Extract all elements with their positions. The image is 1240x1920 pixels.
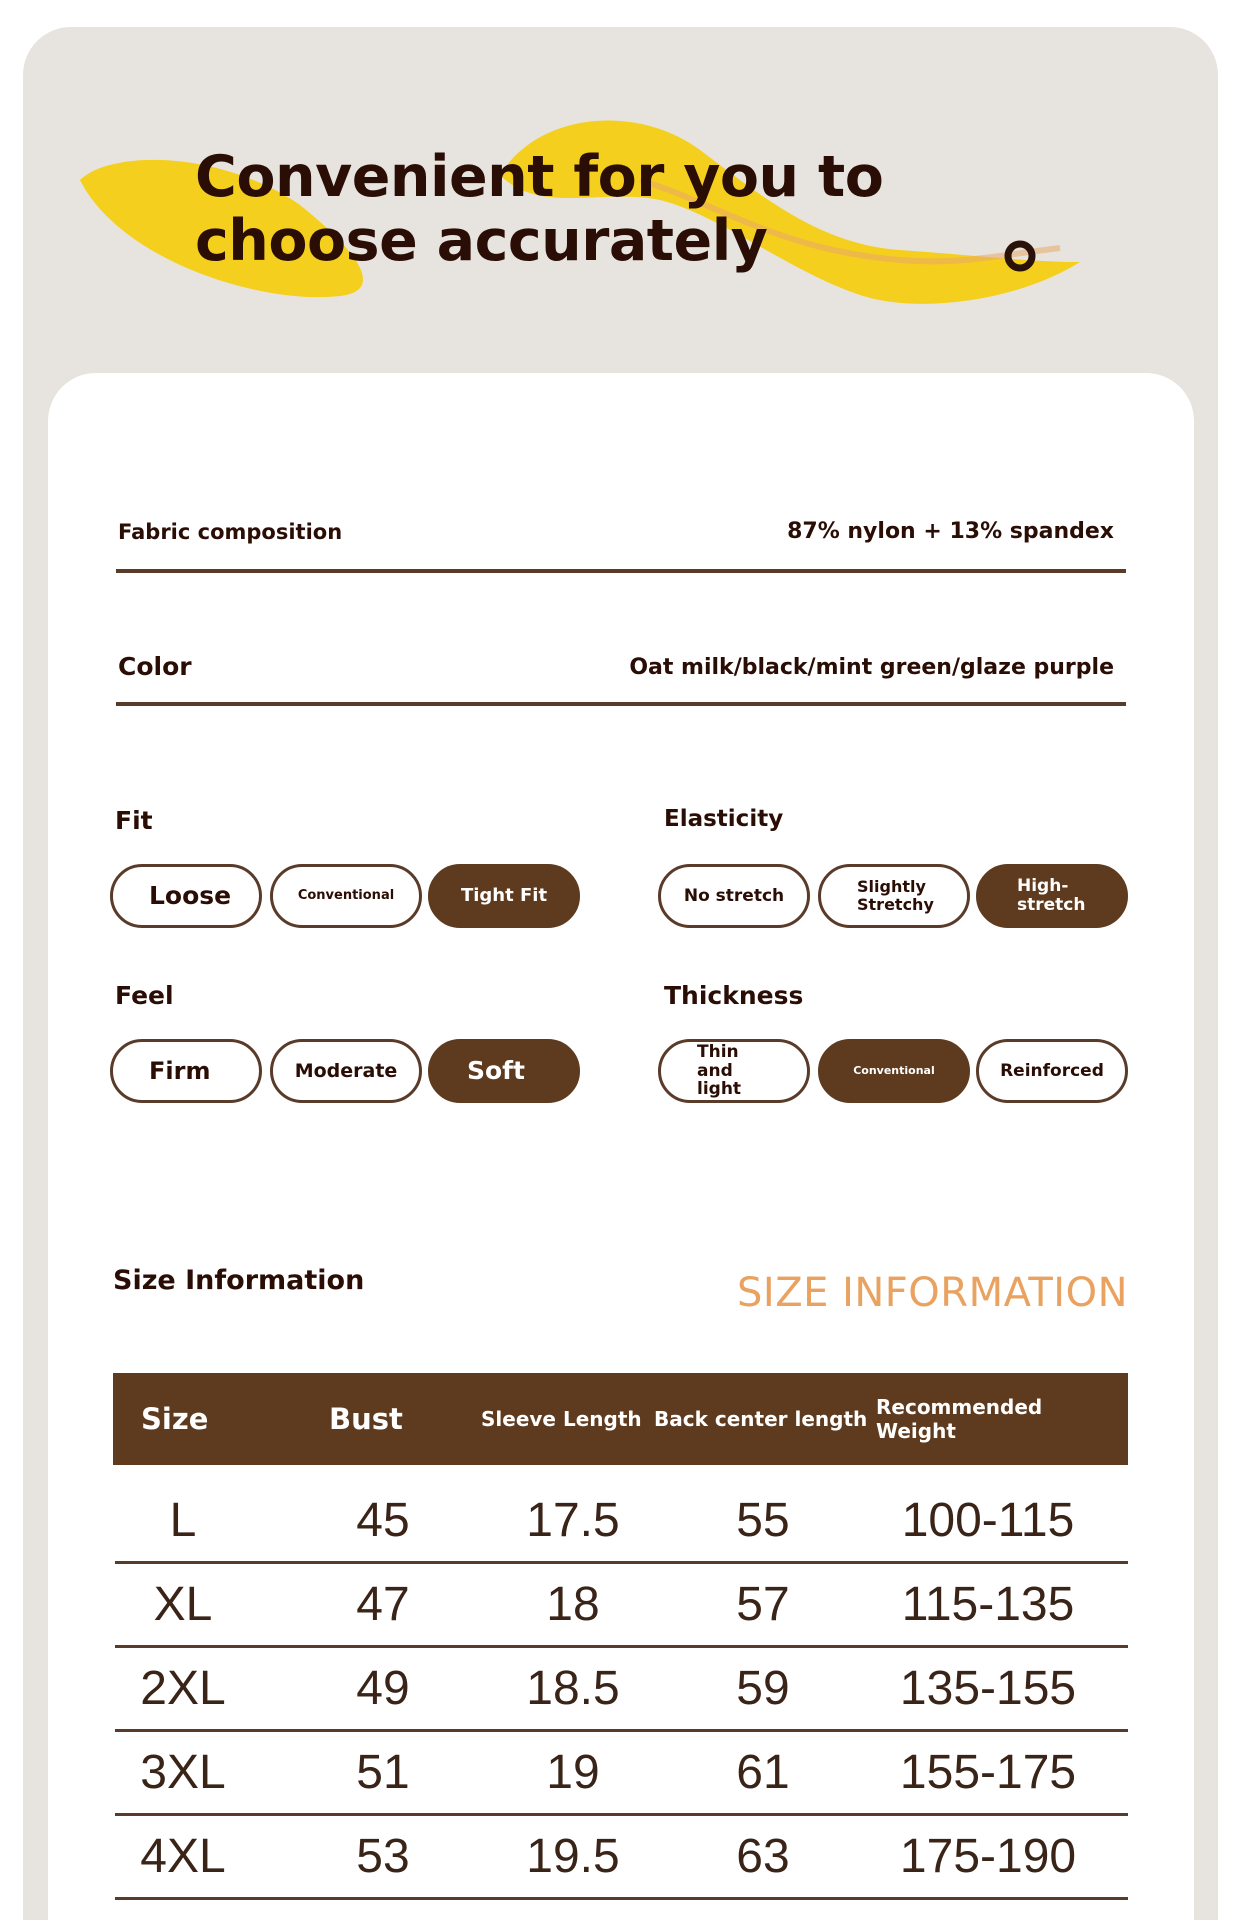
fit-option-loose[interactable]: Loose: [110, 864, 262, 928]
cell-back: 61: [736, 1745, 790, 1799]
feel-option-soft[interactable]: Soft: [428, 1039, 580, 1103]
thickness-option-thin-and-light[interactable]: Thin and light: [658, 1039, 810, 1103]
header-bust: Bust: [329, 1402, 403, 1436]
cell-bust: 47: [356, 1577, 410, 1631]
elasticity-title: Elasticity: [664, 806, 784, 832]
cell-weight: 100-115: [901, 1493, 1075, 1547]
elasticity-option-high-stretch[interactable]: High-stretch: [976, 864, 1128, 928]
size-table-header: [113, 1373, 1128, 1465]
table-row: [113, 1480, 1128, 1564]
cell-back: 59: [736, 1661, 790, 1715]
table-row: [113, 1816, 1128, 1900]
cell-sleeve: 17.5: [526, 1493, 620, 1547]
fabric-divider: [116, 569, 1126, 573]
color-divider: [116, 702, 1126, 706]
cell-size: XL: [153, 1577, 213, 1631]
header-recommended-weight: Recommended Weight: [876, 1395, 1043, 1443]
cell-bust: 45: [356, 1493, 410, 1547]
cell-size: 2XL: [140, 1661, 226, 1715]
cell-weight: 115-135: [901, 1577, 1075, 1631]
fit-option-conventional[interactable]: Conventional: [270, 864, 422, 928]
table-row: [113, 1648, 1128, 1732]
cell-bust: 53: [356, 1829, 410, 1883]
feel-option-firm[interactable]: Firm: [110, 1039, 262, 1103]
cell-weight: 135-155: [899, 1661, 1077, 1715]
elasticity-option-slightly-stretchy[interactable]: Slightly Stretchy: [818, 864, 970, 928]
color-value: Oat milk/black/mint green/glaze purple: [629, 655, 1114, 680]
thickness-option-conventional[interactable]: Conventional: [818, 1039, 970, 1103]
cell-back: 63: [736, 1829, 790, 1883]
size-info-title: Size Information: [113, 1265, 365, 1296]
page-headline: Convenient for you to choose accurately: [195, 144, 884, 274]
thickness-title: Thickness: [664, 981, 804, 1010]
cell-weight: 155-175: [899, 1745, 1077, 1799]
table-row: [113, 1564, 1128, 1648]
fit-option-tight-fit[interactable]: Tight Fit: [428, 864, 580, 928]
elasticity-option-no-stretch[interactable]: No stretch: [658, 864, 810, 928]
cell-size: 4XL: [140, 1829, 226, 1883]
cell-sleeve: 19.5: [526, 1829, 620, 1883]
cell-sleeve: 18.5: [526, 1661, 620, 1715]
feel-title: Feel: [115, 981, 174, 1010]
cell-weight: 175-190: [899, 1829, 1077, 1883]
size-info-title-en: SIZE INFORMATION: [737, 1270, 1128, 1316]
color-label: Color: [118, 652, 192, 681]
fit-title: Fit: [115, 806, 153, 835]
table-row: [113, 1732, 1128, 1816]
cell-sleeve: 19: [546, 1745, 600, 1799]
header-size: Size: [141, 1402, 209, 1436]
cell-back: 55: [736, 1493, 790, 1547]
thickness-option-reinforced[interactable]: Reinforced: [976, 1039, 1128, 1103]
cell-bust: 49: [356, 1661, 410, 1715]
cell-bust: 51: [356, 1745, 410, 1799]
cell-sleeve: 18: [546, 1577, 600, 1631]
feel-option-moderate[interactable]: Moderate: [270, 1039, 422, 1103]
header-sleeve-length: Sleeve Length: [481, 1407, 642, 1431]
row-divider: [115, 1897, 1128, 1900]
cell-size: 3XL: [140, 1745, 226, 1799]
header-back-center-length: Back center length: [654, 1407, 868, 1431]
cell-back: 57: [736, 1577, 790, 1631]
cell-size: L: [169, 1493, 197, 1547]
fabric-value: 87% nylon + 13% spandex: [787, 519, 1114, 544]
fabric-label: Fabric composition: [118, 520, 343, 544]
